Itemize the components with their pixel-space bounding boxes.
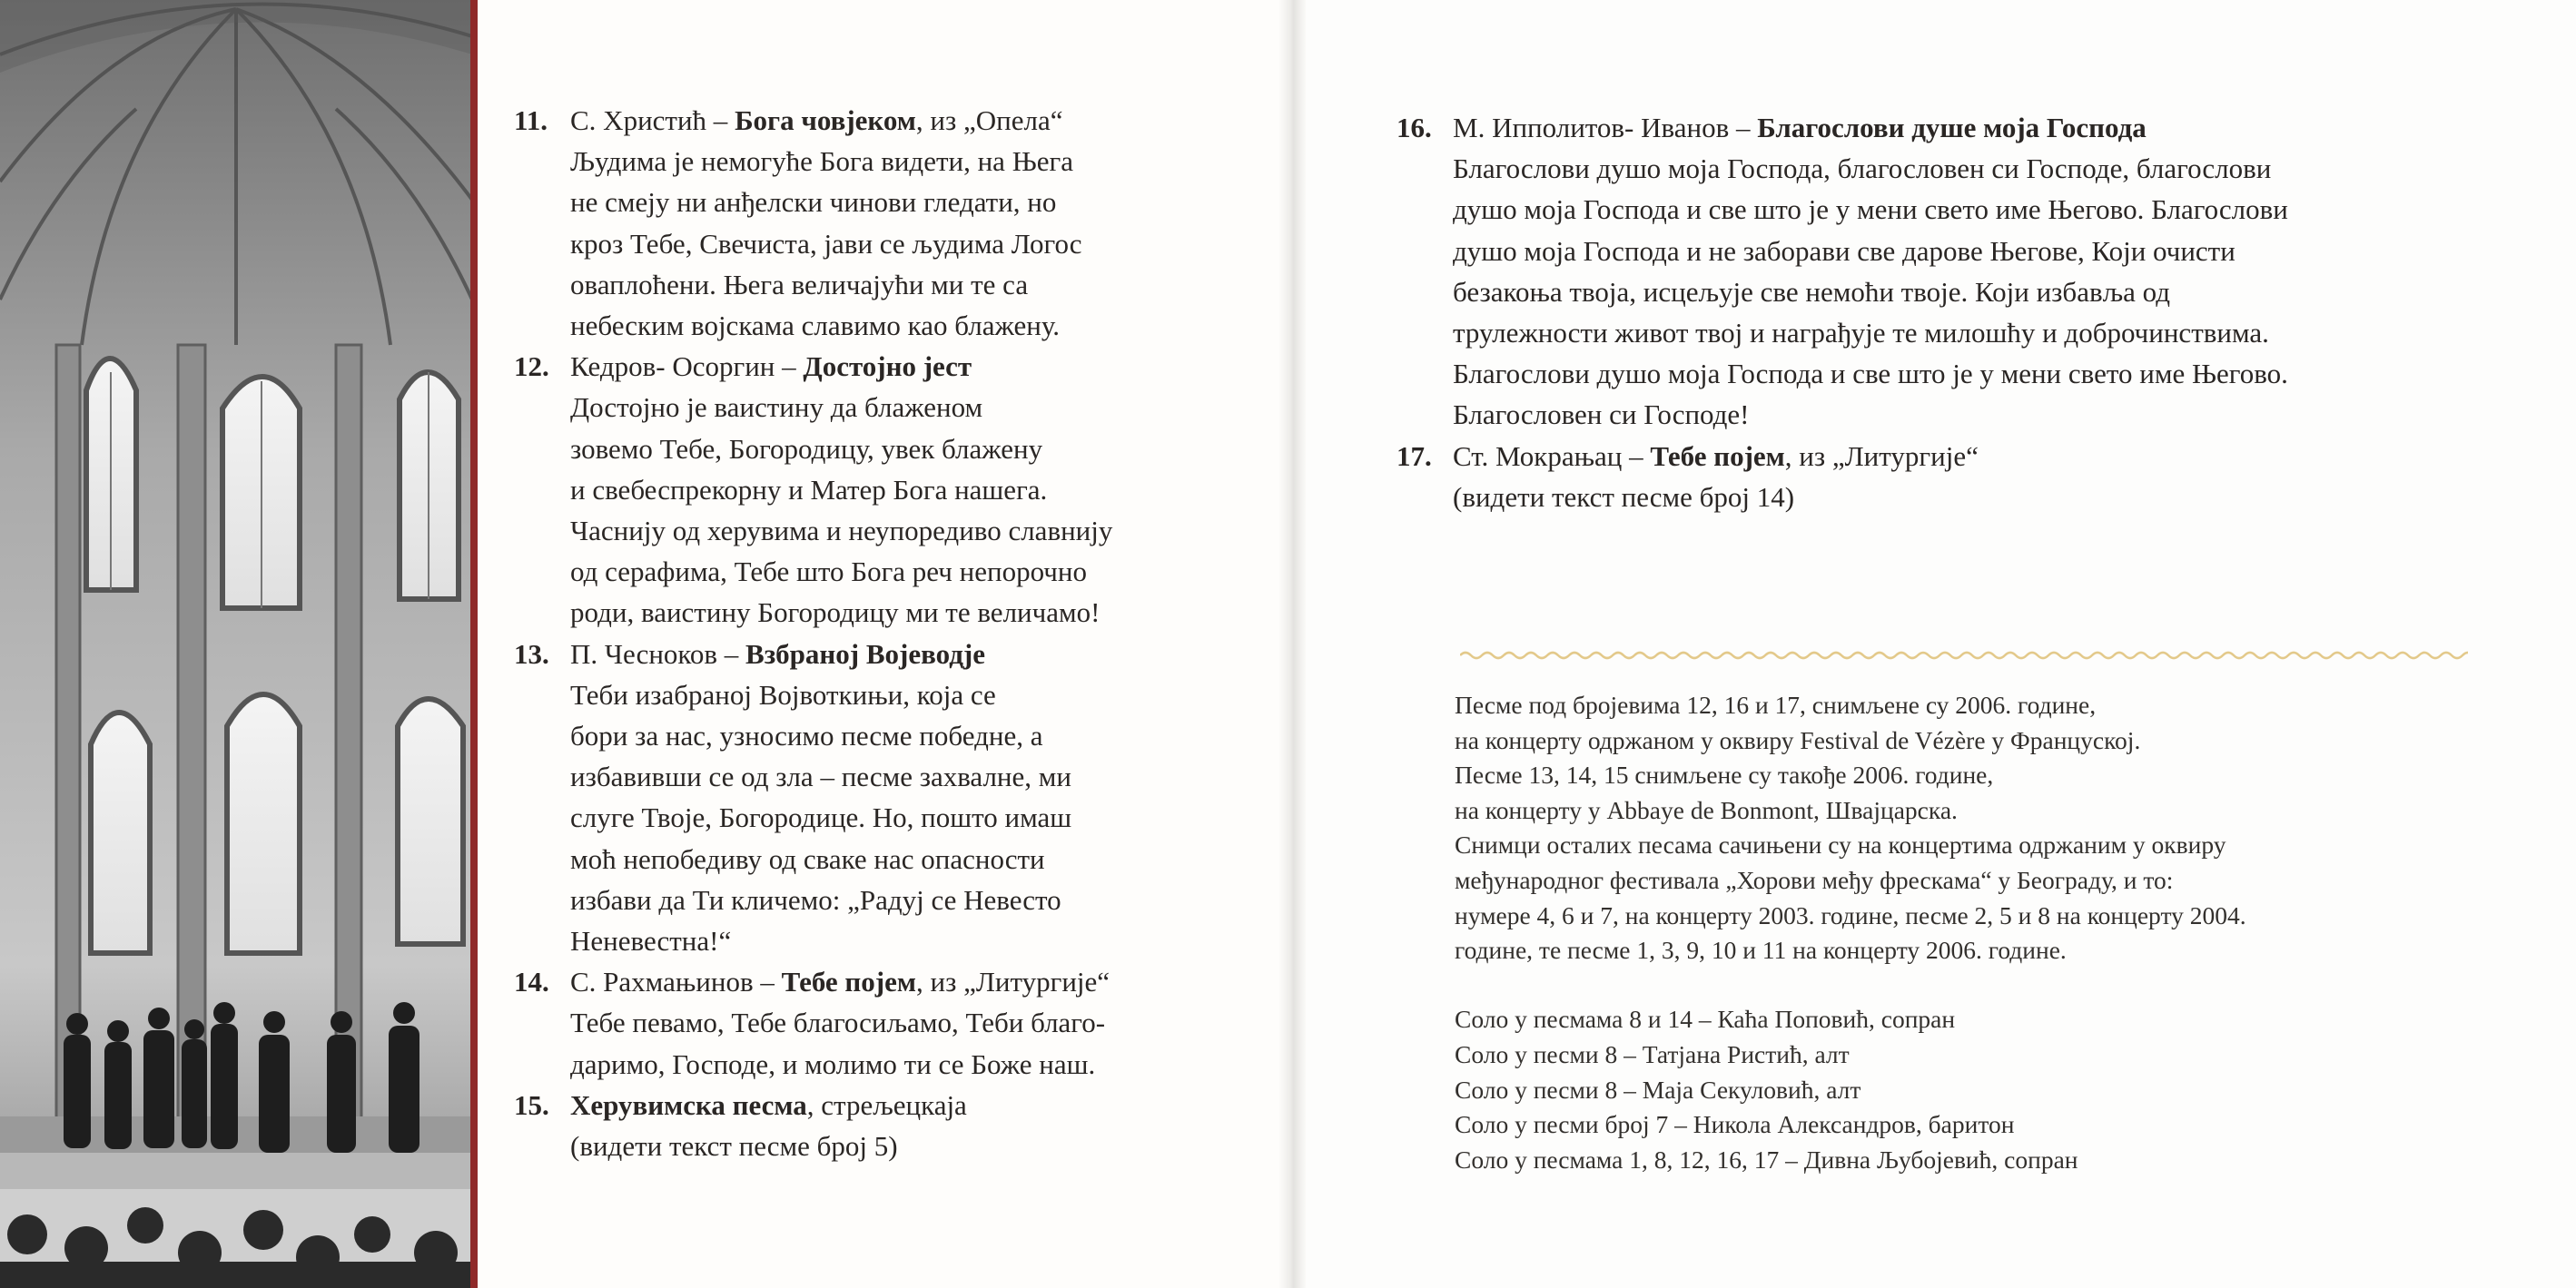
song-title: Бога човјеком (735, 104, 916, 136)
song-number: 16. (1397, 112, 1432, 143)
song-heading (570, 1085, 1277, 1126)
song-source: , стрељецкаја (806, 1088, 967, 1121)
booklet-gutter (1278, 0, 1306, 1288)
song-number: 11. (514, 104, 548, 136)
song-title: Благослови душе моја Господа (1757, 112, 2147, 143)
song-lyrics: Благослови душо моја Господа, благословен си Господе, благослови душо моја Господа и све што је у мени свето име Његово. Благослови душо моја Господа и не заборави све дарове Његове, Који очисти безакоња твоја, исцељује све немоћи твоје. Који избавља од трулежности живот твој и награђује те милошћу и доброчинствима. Благослови душо моја Господа и све што је у мени свето име Његово. Благословен си Господе! (1453, 152, 2288, 431)
song-lyrics: (видети текст песме број 14) (1453, 480, 1795, 513)
song-entry (1397, 107, 2513, 436)
song-title: Достојно јест (803, 350, 972, 383)
song-title: Тебе појем (781, 966, 916, 998)
song-list-left (514, 100, 1277, 1166)
song-entry (514, 1085, 1277, 1166)
song-composer: Кедров- Осоргин – (570, 350, 804, 383)
song-composer: С. Рахмањинов – (570, 966, 782, 998)
song-number: 17. (1397, 439, 1432, 472)
song-entry (1397, 436, 2513, 517)
song-composer: Ст. Мокрањац – (1453, 439, 1651, 472)
left-page (478, 0, 1286, 1288)
right-page (1306, 0, 2576, 1288)
recording-notes-text: Песме под бројевима 12, 16 и 17, снимљене су 2006. године, на концерту одржаном у оквиру Festival de Vézère у Француској. Песме 13, 14, 15 снимљене су такође 2006. године, на концерту у Abbaye de Bonmont, Швајцарска. Снимци осталих песама сачињени су на концертима одржаним у оквиру међународног фестивала „Хорови међу фрескама“ у Београду, и то: нумере 4, 6 и 7, на концерту 2003. године, песме 2, 5 и 8 на концерту 2004. године, те песме 1, 3, 9, 10 и 11 на концерту 2006. године. (1455, 691, 2246, 965)
song-title: Тебе појем (1650, 439, 1785, 472)
song-lyrics: Достојно је ваистину да блаженом зовемо Тебе, Богородицу, увек блажену и свебеспрекорну и Матер Бога нашега. Часнију од херувима и неупоредиво славнију од серафима, Тебе што Бога реч непорочно роди, ваистину Богородицу ми те величамо! (570, 391, 1113, 629)
song-heading (1453, 107, 2513, 148)
song-heading (570, 346, 1277, 387)
song-heading (1453, 436, 2513, 477)
song-composer: П. Чесноков – (570, 637, 746, 670)
song-number: 15. (514, 1088, 549, 1121)
song-source: , из „Опела“ (915, 104, 1063, 136)
song-heading (570, 961, 1277, 1002)
song-lyrics: Људима је немогуће Бога видети, на Њега не смеју ни анђелски чинови гледати, но кроз Тебе, Свечиста, јави се људима Логос оваплоћени. Њега величајући ми те са небеским војскама славимо као блажену. (570, 145, 1082, 342)
song-title: Херувимска песма (570, 1088, 807, 1121)
song-source: , из „Литургије“ (916, 966, 1110, 998)
song-heading (570, 634, 1277, 674)
spine-red-band (470, 0, 478, 1288)
church-concert-photo (0, 0, 472, 1288)
song-list-right (1397, 107, 2513, 517)
soloists-list: Соло у песмама 8 и 14 – Каћа Поповић, сопран Соло у песми 8 – Татјана Ристић, алт Соло у песми 8 – Маја Секуловић, алт Соло у песми број 7 – Никола Александров, баритон Соло у песмама 1, 8, 12, 16, 17 – Дивна Љубојевић, сопран (1455, 1005, 2078, 1175)
song-number: 12. (514, 350, 549, 383)
song-composer: М. Ипполитов- Иванов – (1453, 112, 1758, 143)
song-entry (514, 961, 1277, 1085)
song-source: , из „Литургије“ (1784, 439, 1979, 472)
song-entry (514, 100, 1277, 346)
decorative-wave-divider (1460, 648, 2468, 663)
song-entry (514, 346, 1277, 633)
song-lyrics: Теби изабраној Војвоткињи, која се бори за нас, узносимо песме победне, а избавивши се од зла – песме захвалне, ми слуге Твоје, Богородице. Но, пошто имаш моћ непобедиву од сваке нас опасности избави да Ти кличемо: „Радуј се Невесто Неневестна!“ (570, 678, 1072, 958)
song-entry (514, 634, 1277, 962)
song-title: Взбраној Војеводје (745, 637, 986, 670)
song-composer: С. Христић – (570, 104, 735, 136)
recording-notes (1455, 688, 2526, 968)
song-lyrics: Тебе певамо, Тебе благосиљамо, Теби благо- даримо, Господе, и молимо ти се Боже наш. (570, 1007, 1106, 1080)
song-heading (570, 100, 1277, 141)
song-number: 14. (514, 966, 549, 998)
song-number: 13. (514, 637, 549, 670)
song-lyrics: (видети текст песме број 5) (570, 1130, 898, 1163)
